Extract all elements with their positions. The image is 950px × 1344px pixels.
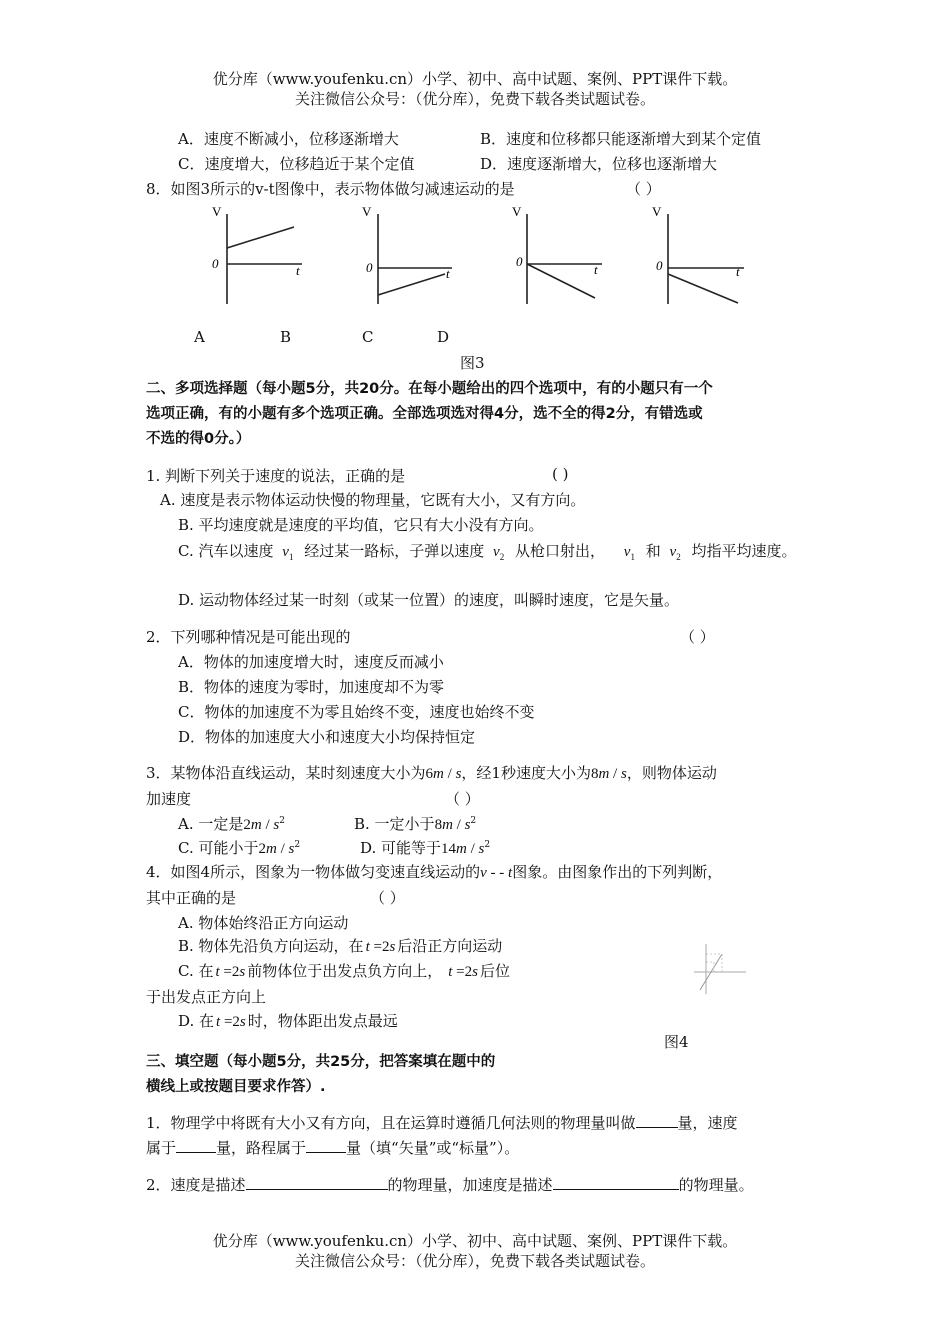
axis-t-label: t bbox=[736, 264, 740, 279]
figure-4-caption: 图4 bbox=[664, 1033, 689, 1051]
axis-t-label: t bbox=[594, 262, 598, 277]
axis-v-label: V bbox=[212, 204, 222, 219]
axis-v-label: V bbox=[512, 204, 522, 219]
m2-option-b: B．物体的速度为零时，加速度却不为零 bbox=[178, 678, 445, 696]
m2-option-c: C．物体的加速度不为零且始终不变，速度也始终不变 bbox=[178, 703, 535, 721]
graph-a bbox=[212, 204, 302, 304]
m4-stem-line-1: 4．如图4所示，图象为一物体做匀变速直线运动的v - - t图象。由图象作出的下列判断， bbox=[146, 863, 723, 881]
footer-line-1: 优分库（www.youfenku.cn）小学、初中、高中试题、案例、PPT课件下载。 bbox=[212, 1232, 738, 1250]
axis-v-label: V bbox=[652, 204, 662, 219]
graph-b bbox=[362, 204, 452, 304]
q8-graphs bbox=[190, 200, 770, 312]
m1-paren: ( ) bbox=[552, 465, 569, 483]
m4-option-c-line-2: 于出发点正方向上 bbox=[146, 988, 267, 1006]
q8-label-d: D bbox=[437, 328, 450, 346]
prev-option-a: A．速度不断减小，位移逐渐增大 bbox=[178, 130, 399, 148]
m1-option-d: D. 运动物体经过某一时刻（或某一位置）的速度，叫瞬时速度，它是矢量。 bbox=[178, 591, 680, 609]
m1-option-c: C. 汽车以速度 $v_1$ 经过某一路标，子弹以速度 $v_2$ 从枪口射出， $v_1$ 和 $v_2$ 均指平均速度。 bbox=[178, 542, 797, 562]
f2-blank-1[interactable] bbox=[246, 1175, 388, 1190]
origin-label: 0 bbox=[366, 260, 373, 275]
graph-c bbox=[512, 204, 602, 304]
m1-option-b: B. 平均速度就是速度的平均值，它只有大小没有方向。 bbox=[178, 516, 544, 534]
m3-option-d: D. 可能等于$14m / s^2$ bbox=[360, 839, 491, 857]
origin-label: 0 bbox=[212, 256, 219, 271]
m3-option-c: C. 可能小于$2m / s^2$ bbox=[178, 839, 301, 857]
figure-4-graph bbox=[688, 940, 752, 998]
q8-caption: 图3 bbox=[460, 354, 485, 372]
m4-option-a: A. 物体始终沿正方向运动 bbox=[178, 914, 349, 932]
q8-label-c: C bbox=[362, 328, 374, 346]
f1-line-2: 属于 量，路程属于 量（填“矢量”或“标量”）。 bbox=[146, 1139, 520, 1157]
m3-stem-line-2: 加速度 bbox=[146, 790, 192, 808]
f1-blank-1[interactable] bbox=[636, 1113, 678, 1128]
section2-line-1: 二、多项选择题（每小题5分，共20分。在每小题给出的四个选项中，有的小题只有一个 bbox=[146, 381, 713, 397]
axis-t-label: t bbox=[296, 263, 300, 278]
graph-d bbox=[652, 204, 744, 304]
m2-stem: 2．下列哪种情况是可能出现的 bbox=[146, 628, 351, 646]
origin-label: 0 bbox=[516, 254, 523, 269]
m3-stem-line-1: 3．某物体沿直线运动，某时刻速度大小为6m / s，经1秒速度大小为8m / s，则物体运动 bbox=[146, 764, 717, 782]
prev-option-d: D．速度逐渐增大，位移也逐渐增大 bbox=[480, 155, 718, 173]
m2-paren: （ ） bbox=[680, 628, 715, 646]
q8-label-a: A bbox=[194, 328, 205, 346]
q8-stem: 8．如图3所示的v-t图像中，表示物体做匀减速运动的是 bbox=[146, 180, 515, 198]
section3-line-2: 横线上或按题目要求作答）. bbox=[146, 1079, 326, 1095]
axis-t-label: t bbox=[446, 266, 450, 281]
m4-option-d: D. 在 t =2s 时，物体距出发点最远 bbox=[178, 1012, 398, 1030]
header-line-2: 关注微信公众号：（优分库），免费下载各类试题试卷。 bbox=[294, 90, 655, 108]
origin-label: 0 bbox=[656, 258, 663, 273]
q8-paren: （ ） bbox=[626, 180, 661, 198]
section2-line-2: 选项正确，有的小题有多个选项正确。全部选项选对得4分，选不全的得2分，有错选或 bbox=[146, 406, 703, 422]
q8-label-b: B bbox=[280, 328, 292, 346]
section2-line-3: 不选的得0分。） bbox=[146, 431, 251, 447]
m3-paren: （ ） bbox=[445, 790, 480, 808]
m1-option-a: A. 速度是表示物体运动快慢的物理量，它既有大小，又有方向。 bbox=[160, 491, 586, 509]
f1-blank-2[interactable] bbox=[176, 1138, 216, 1153]
footer-line-2: 关注微信公众号：（优分库），免费下载各类试题试卷。 bbox=[294, 1252, 655, 1270]
prev-option-c: C．速度增大，位移趋近于某个定值 bbox=[178, 155, 415, 173]
m4-option-c: C. 在 t =2s 前物体位于出发点负方向上， t =2s 后位 bbox=[178, 962, 510, 980]
m4-stem-line-2: 其中正确的是 bbox=[146, 889, 237, 907]
m2-option-a: A．物体的加速度增大时，速度反而减小 bbox=[178, 653, 444, 671]
f1-blank-3[interactable] bbox=[306, 1138, 346, 1153]
prev-option-b: B．速度和位移都只能逐渐增大到某个定值 bbox=[480, 130, 762, 148]
m1-stem: 1. 判断下列关于速度的说法，正确的是 bbox=[146, 467, 406, 485]
header-line-1: 优分库（www.youfenku.cn）小学、初中、高中试题、案例、PPT课件下载。 bbox=[212, 70, 738, 88]
axis-v-label: V bbox=[362, 204, 372, 219]
m4-option-b: B. 物体先沿负方向运动，在 t =2s 后沿正方向运动 bbox=[178, 937, 503, 955]
m3-option-a: A. 一定是$2m / s^2$ bbox=[178, 815, 285, 833]
section3-line-1: 三、填空题（每小题5分，共25分，把答案填在题中的 bbox=[146, 1054, 496, 1070]
m4-paren: （ ） bbox=[370, 889, 405, 907]
m2-option-d: D．物体的加速度大小和速度大小均保持恒定 bbox=[178, 728, 476, 746]
f2-line: 2．速度是描述 的物理量，加速度是描述 的物理量。 bbox=[146, 1176, 754, 1194]
m3-option-b: B. 一定小于$8m / s^2$ bbox=[354, 815, 477, 833]
f2-blank-2[interactable] bbox=[553, 1175, 679, 1190]
f1-line-1: 1．物理学中将既有大小又有方向，且在运算时遵循几何法则的物理量叫做 量，速度 bbox=[146, 1114, 738, 1132]
